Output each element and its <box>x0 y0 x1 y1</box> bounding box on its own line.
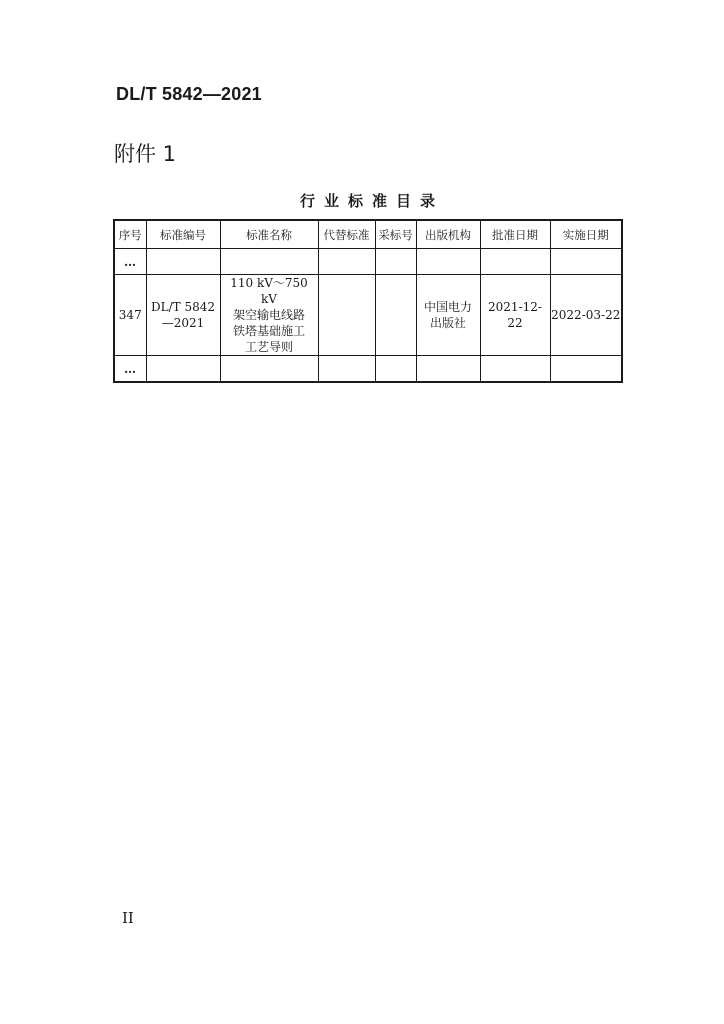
entry-code-line: —2021 <box>161 316 205 330</box>
column-header-publisher: 出版机构 <box>416 220 480 249</box>
empty-cell <box>480 249 550 275</box>
table-row <box>114 275 622 356</box>
empty-cell <box>220 249 318 275</box>
entry-approval-date: 2021-12-22 <box>480 275 550 356</box>
document-code: DL/T 5842—2021 <box>116 84 262 104</box>
attachment-heading: 附件 1 <box>114 142 177 166</box>
column-header-code: 标准编号 <box>146 220 220 249</box>
column-header-number: 序号 <box>114 220 146 249</box>
entry-publisher <box>416 275 480 356</box>
table-row-ellipsis-bottom <box>114 356 622 383</box>
empty-cell <box>146 249 220 275</box>
empty-cell <box>146 356 220 383</box>
entry-publisher-line: 出版社 <box>429 316 466 330</box>
column-header-replaced: 代替标准 <box>318 220 375 249</box>
column-header-name: 标准名称 <box>220 220 318 249</box>
table-title: 行业标准目录 <box>300 192 445 210</box>
entry-name-line: 铁塔基础施工 <box>232 324 305 338</box>
column-header-approval-date: 批准日期 <box>480 220 550 249</box>
entry-code-line: DL/T 5842 <box>151 300 215 314</box>
column-header-adopted: 采标号 <box>375 220 416 249</box>
ellipsis-cell: … <box>114 249 146 275</box>
column-header-implementation-date: 实施日期 <box>550 220 622 249</box>
entry-adopted-standard <box>375 275 416 356</box>
empty-cell <box>220 356 318 383</box>
empty-cell <box>416 356 480 383</box>
empty-cell <box>480 356 550 383</box>
empty-cell <box>318 249 375 275</box>
entry-replaced-standard <box>318 275 375 356</box>
empty-cell <box>550 249 622 275</box>
empty-cell <box>416 249 480 275</box>
entry-name-line: 工艺导则 <box>244 340 293 354</box>
table-row-ellipsis-top <box>114 249 622 275</box>
empty-cell <box>375 249 416 275</box>
table-header-row <box>114 220 622 249</box>
page-number: II <box>122 909 134 927</box>
entry-publisher-line: 中国电力 <box>423 300 472 314</box>
empty-cell <box>550 356 622 383</box>
empty-cell <box>375 356 416 383</box>
entry-name <box>220 275 318 356</box>
entry-name-line: 110 kV～750 kV <box>230 276 308 306</box>
standards-catalog-table <box>113 219 623 383</box>
entry-implementation-date: 2022-03-22 <box>550 275 622 356</box>
ellipsis-cell: … <box>114 356 146 383</box>
empty-cell <box>318 356 375 383</box>
entry-number: 347 <box>114 275 146 356</box>
entry-name-line: 架空输电线路 <box>232 308 305 322</box>
entry-code <box>146 275 220 356</box>
